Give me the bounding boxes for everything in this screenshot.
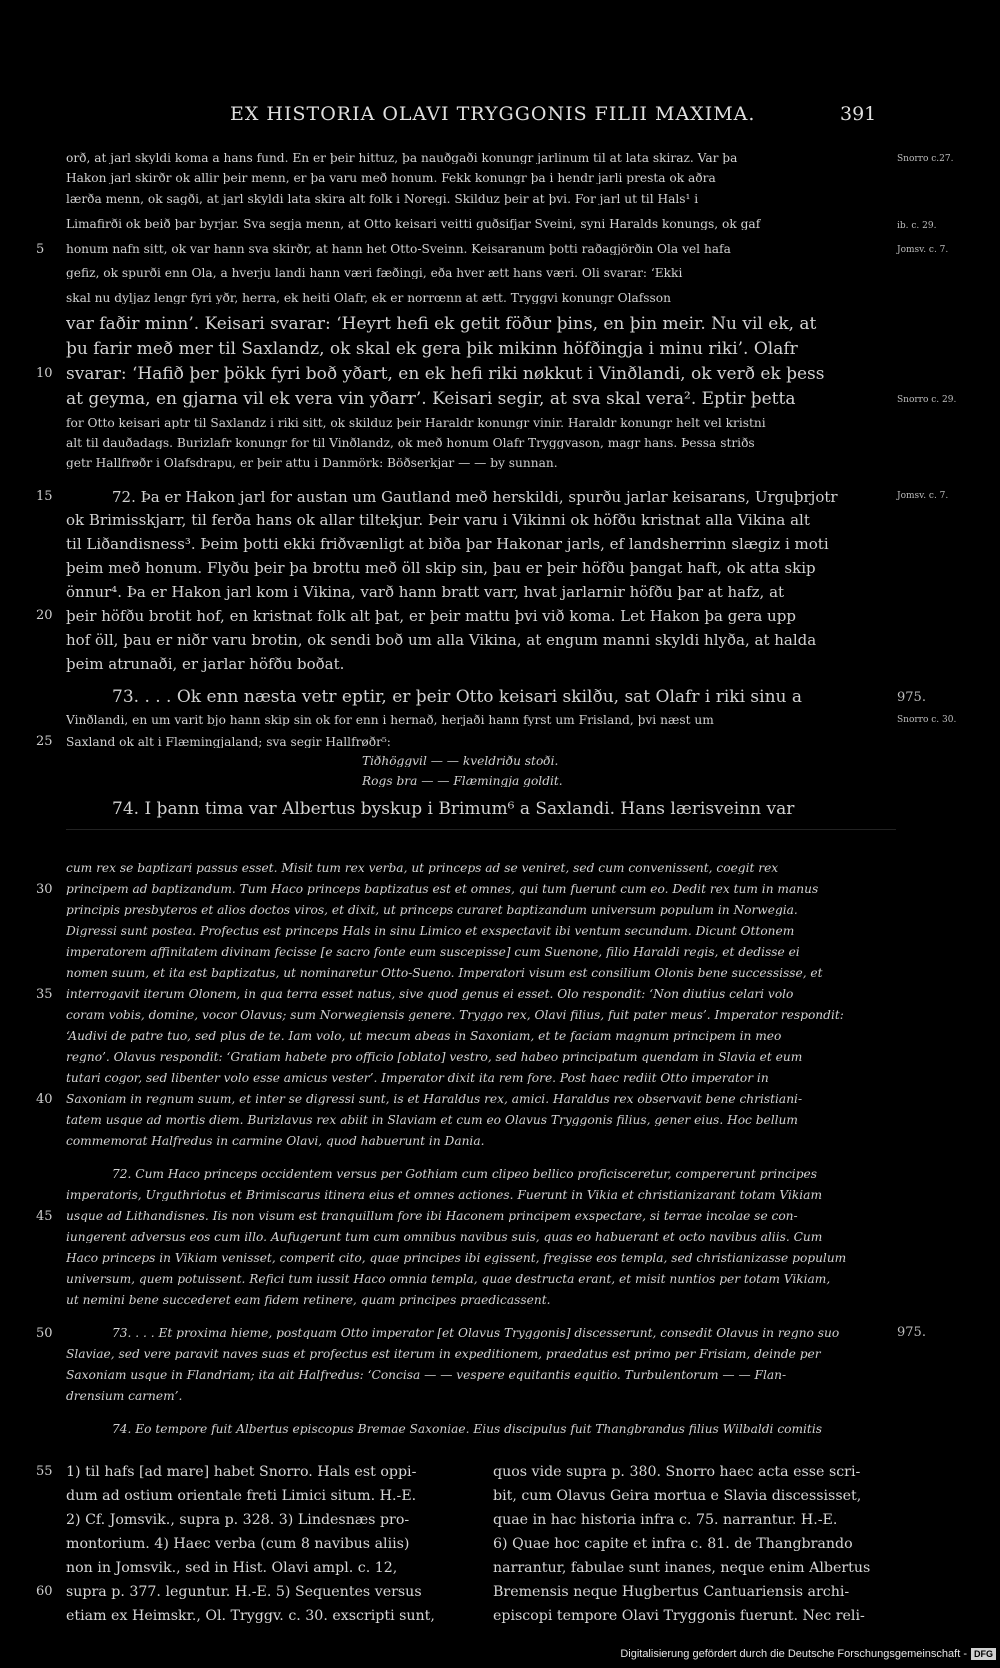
latin-line: usque ad Lithandisnes. Iis non visum est tranquillum fore ibi Haconem principem exspectare, si terrae incolae se con- <box>66 1210 798 1223</box>
latin-line: imperatorem affinitatem divinam fecisse [e sacro fonte eum suscepisse] cum Suenone, filio Haraldi regis, et dedisse ei <box>66 946 800 959</box>
line-number: 40 <box>36 1092 53 1107</box>
footnote-line: bit, cum Olavus Geira mortua e Slavia discessisset, <box>493 1489 862 1504</box>
line-number: 45 <box>36 1209 53 1224</box>
footnote-line: etiam ex Heimskr., Ol. Tryggv. c. 30. exscripti sunt, <box>66 1609 435 1624</box>
margin-note: Snorro c.27. <box>897 154 954 164</box>
verse-line: Tiðhöggvil — — kveldriðu stoði. <box>362 755 559 768</box>
footnote-line: 6) Quae hoc capite et infra c. 81. de Thangbrando <box>493 1537 853 1552</box>
latin-line: ‘Audivi de patre tuo, sed plus de te. Iam volo, ut mecum abeas in Saxoniam, et te faciam magnum principem in meo <box>66 1030 782 1043</box>
footnote-line: 1) til hafs [ad mare] habet Snorro. Hals est oppi- <box>66 1465 417 1480</box>
divider <box>66 829 896 830</box>
latin-line: regno’. Olavus respondit: ‘Gratiam habete pro officio [oblato] vestro, sed habeo principatum quendam in Slavia et eum <box>66 1051 803 1064</box>
text-line: 73. . . . Ok enn næsta vetr eptir, er þeir Otto keisari skilðu, sat Olafr i riki sinu a <box>112 689 803 706</box>
text-line: þeim atrunaði, er jarlar höfðu boðat. <box>66 657 345 672</box>
line-number: 5 <box>36 242 45 257</box>
text-line: Vinðlandi, en um varit bjo hann skip sin ok for enn i hernað, herjaði hann fyrst um Frisland, þvi næst um <box>66 714 714 727</box>
latin-line: 73. . . . Et proxima hieme, postquam Otto imperator [et Olavus Tryggonis] discesserunt, consedit Olavus in regno suo <box>112 1327 840 1340</box>
text-line: 74. I þann tima var Albertus byskup i Brimum⁶ a Saxlandi. Hans lærisveinn var <box>112 801 795 818</box>
text-line: Limafirði ok beið þar byrjar. Sva segja menn, at Otto keisari veitti guðsifjar Sveini, syni Haralds konungs, ok gaf <box>66 218 761 231</box>
text-line: Saxland ok alt i Flæmingjaland; sva segir Hallfrøðr⁵: <box>66 736 391 749</box>
footnote-line: montorium. 4) Haec verba (cum 8 navibus aliis) <box>66 1537 410 1552</box>
margin-note: 975. <box>897 1325 926 1340</box>
latin-line: coram vobis, domine, vocor Olavus; sum Norwegiensis genere. Tryggo rex, Olavi filius, fuit pater meus’. Imperator respondit: <box>66 1009 844 1022</box>
text-line: gefiz, ok spurði enn Ola, a hverju landi hann væri fæðingi, eða hver ætt hans væri. Oli svarar: ‘Ekki <box>66 267 683 280</box>
line-number: 20 <box>36 608 53 623</box>
text-line: at geyma, en gjarna vil ek vera vin yðarr’. Keisari segir, at sva skal vera². Eptir þetta <box>66 391 796 408</box>
text-line: skal nu dyljaz lengr fyri yðr, herra, ek heiti Olafr, ek er norrœnn at ætt. Tryggvi konungr Olafsson <box>66 292 671 305</box>
dfg-logo: DFG <box>971 1648 996 1660</box>
latin-line: commemorat Halfredus in carmine Olavi, quod habuerunt in Dania. <box>66 1135 485 1148</box>
credit-text: Digitalisierung gefördert durch die Deutsche Forschungsgemeinschaft - <box>620 1648 967 1660</box>
margin-note: Jomsv. c. 7. <box>897 245 949 255</box>
text-line: getr Hallfrøðr i Olafsdrapu, er þeir attu i Danmörk: Böðserkjar — — by sunnan. <box>66 457 558 470</box>
latin-line: Saxoniam usque in Flandriam; ita ait Halfredus: ‘Concisa — — vespere equitantis equitio. Turbulentorum — — Flan- <box>66 1369 787 1382</box>
footnote-line: quos vide supra p. 380. Snorro haec acta esse scri- <box>493 1465 861 1480</box>
line-number: 15 <box>36 489 53 504</box>
footnote-line: episcopi tempore Olavi Tryggonis fuerunt. Nec reli- <box>493 1609 865 1624</box>
digitization-credit <box>600 1648 996 1664</box>
margin-note: Snorro c. 29. <box>897 395 957 405</box>
latin-line: ut nemini bene succederet eam fidem retinere, quam principes praedicassent. <box>66 1294 551 1307</box>
line-number: 55 <box>36 1464 53 1479</box>
latin-line: principem ad baptizandum. Tum Haco princeps baptizatus est et omnes, qui tum fuerunt cum eo. Dedit rex tum in manus <box>66 883 819 896</box>
footnote-line: Bremensis neque Hugbertus Cantuariensis archi- <box>493 1585 850 1600</box>
footnote-line: narrantur, fabulae sunt inanes, neque enim Albertus <box>493 1561 871 1576</box>
line-number: 10 <box>36 366 53 381</box>
latin-line: 72. Cum Haco princeps occidentem versus per Gothiam cum clipeo bellico proficisceretur, compererunt principes <box>112 1168 817 1181</box>
line-number: 50 <box>36 1326 53 1341</box>
line-number: 25 <box>36 734 53 749</box>
page-header <box>0 103 1000 133</box>
margin-note: Jomsv. c. 7. <box>897 491 949 501</box>
text-line: þeim með honum. Flyðu þeir þa brottu með öll skip sin, þau er þeir höfðu þangat haft, ok atta skip <box>66 561 816 576</box>
latin-line: imperatoris, Urguthriotus et Brimiscarus itinera eius et omnes actiones. Fuerunt in Vikia et christianizarant totam Vikiam <box>66 1189 822 1202</box>
text-line: alt til dauðadags. Burizlafr konungr for til Vinðlandz, ok með honum Olafr Tryggvason, magr hans. Þessa striðs <box>66 437 755 450</box>
text-line: þu farir með mer til Saxlandz, ok skal ek gera þik mikinn höfðingja i minu riki’. Olafr <box>66 341 798 358</box>
page-number: 391 <box>840 103 877 125</box>
latin-line: principis presbyteros et alios doctos viros, et dixit, ut princeps curaret baptizandum universum populum in Norwegia. <box>66 904 798 917</box>
text-line: Hakon jarl skirðr ok allir þeir menn, er þa varu með honum. Fekk konungr þa i hendr jarli presta ok aðra <box>66 172 716 185</box>
latin-line: 74. Eo tempore fuit Albertus episcopus Bremae Saxoniae. Eius discipulus fuit Thangbrandus filius Wilbaldi comitis <box>112 1423 822 1436</box>
footnote-line: supra p. 377. leguntur. H.-E. 5) Sequentes versus <box>66 1585 422 1600</box>
text-line: var faðir minn’. Keisari svarar: ‘Heyrt hefi ek getit föður þins, en þin meir. Nu vil ek, at <box>66 316 817 333</box>
text-line: hof öll, þau er niðr varu brotin, ok sendi boð um alla Vikina, at engum manni skyldi hlyða, at halda <box>66 633 817 648</box>
latin-line: tatem usque ad mortis diem. Burizlavus rex abiit in Slaviam et cum eo Olavus Tryggonis filius, gener eius. Hoc bellum <box>66 1114 798 1127</box>
footnote-line: 2) Cf. Jomsvik., supra p. 328. 3) Lindesnæs pro- <box>66 1513 410 1528</box>
text-line: for Otto keisari aptr til Saxlandz i riki sitt, ok skilduz þeir Haraldr konungr vinir. Haraldr konungr helt vel kristni <box>66 417 766 430</box>
latin-line: drensium carnem’. <box>66 1390 183 1403</box>
latin-line: Saxoniam in regnum suum, et inter se digressi sunt, is et Haraldus rex, amici. Haraldus rex observavit bene christiani- <box>66 1093 803 1106</box>
latin-line: tutari cogor, sed libenter volo esse amicus vester’. Imperator dixit ita rem fore. Post haec rediit Otto imperator in <box>66 1072 769 1085</box>
latin-line: nomen suum, et ita est baptizatus, ut nominaretur Otto-Sueno. Imperatori visum est consilium Olonis bene successisse, et <box>66 967 823 980</box>
line-number: 30 <box>36 882 53 897</box>
latin-line: cum rex se baptizari passus esset. Misit tum rex verba, ut princeps ad se veniret, sed cum convenissent, coegit rex <box>66 862 779 875</box>
text-line: svarar: ‘Hafið þer þökk fyri boð yðart, en ek hefi riki nøkkut i Vinðlandi, ok verð ek þess <box>66 366 825 383</box>
latin-line: universum, quem potuissent. Refici tum iussit Haco omnia templa, quae destructa erant, et misit nuntios per totam Vikiam, <box>66 1273 831 1286</box>
text-line: þeir höfðu brotit hof, en kristnat folk alt þat, er þeir mattu þvi við koma. Let Hakon þa gera upp <box>66 609 796 624</box>
latin-line: Slaviae, sed vere paravit naves suas et profectus est iterum in expeditionem, praedatus est primo per Frisiam, deinde per <box>66 1348 821 1361</box>
latin-line: interrogavit iterum Olonem, in qua terra esset natus, sive quod genus ei esset. Olo respondit: ‘Non diutius celari volo <box>66 988 794 1001</box>
footnote-line: quae in hac historia infra c. 75. narrantur. H.-E. <box>493 1513 838 1528</box>
latin-line: iungerent adversus eos cum illo. Aufugerunt tum cum omnibus navibus suis, quas eo habuerant et octo navibus aliis. Cum <box>66 1231 823 1244</box>
verse-line: Rogs bra — — Flæmingja goldit. <box>362 775 563 788</box>
text-line: honum nafn sitt, ok var hann sva skirðr, at hann het Otto-Sveinn. Keisaranum þotti raðagjörðin Ola vel hafa <box>66 243 731 256</box>
footnote-line: non in Jomsvik., sed in Hist. Olavi ampl. c. 12, <box>66 1561 398 1576</box>
footnote-line: dum ad ostium orientale freti Limici situm. H.-E. <box>66 1489 417 1504</box>
latin-line: Digressi sunt postea. Profectus est princeps Hals in sinu Limico et exspectavit ibi ventum secundum. Dicunt Ottonem <box>66 925 795 938</box>
text-line: til Liðandisness³. Þeim þotti ekki friðvænligt at biða þar Hakonar jarls, ef landsherrinn slægiz i moti <box>66 537 829 552</box>
text-line: önnur⁴. Þa er Hakon jarl kom i Vikina, varð hann bratt varr, hvat jarlarnir höfðu þar at hafz, at <box>66 585 785 600</box>
line-number: 35 <box>36 987 53 1002</box>
line-number: 60 <box>36 1584 53 1599</box>
margin-note: ib. c. 29. <box>897 221 937 231</box>
text-line: orð, at jarl skyldi koma a hans fund. En er þeir hittuz, þa nauðgaði konungr jarlinum til at lata skiraz. Var þa <box>66 152 738 165</box>
text-line: 72. Þa er Hakon jarl for austan um Gautland með herskildi, spurðu jarlar keisarans, Urguþrjotr <box>112 490 838 505</box>
text-line: ok Brimisskjarr, til ferða hans ok allar tiltekjur. Þeir varu i Vikinni ok höfðu kristnat alla Vikina alt <box>66 513 810 528</box>
text-line: lærða menn, ok sagði, at jarl skyldi lata skira alt folk i Noregi. Skilduz þeir at þvi. For jarl ut til Hals¹ i <box>66 193 699 206</box>
latin-line: Haco princeps in Vikiam venisset, comperit cito, quae principes ibi egissent, fregisse eos templa, sed christianizasse populum <box>66 1252 847 1265</box>
margin-note: 975. <box>897 690 926 705</box>
margin-note: Snorro c. 30. <box>897 715 957 725</box>
running-title: EX HISTORIA OLAVI TRYGGONIS FILII MAXIMA. <box>230 103 756 125</box>
